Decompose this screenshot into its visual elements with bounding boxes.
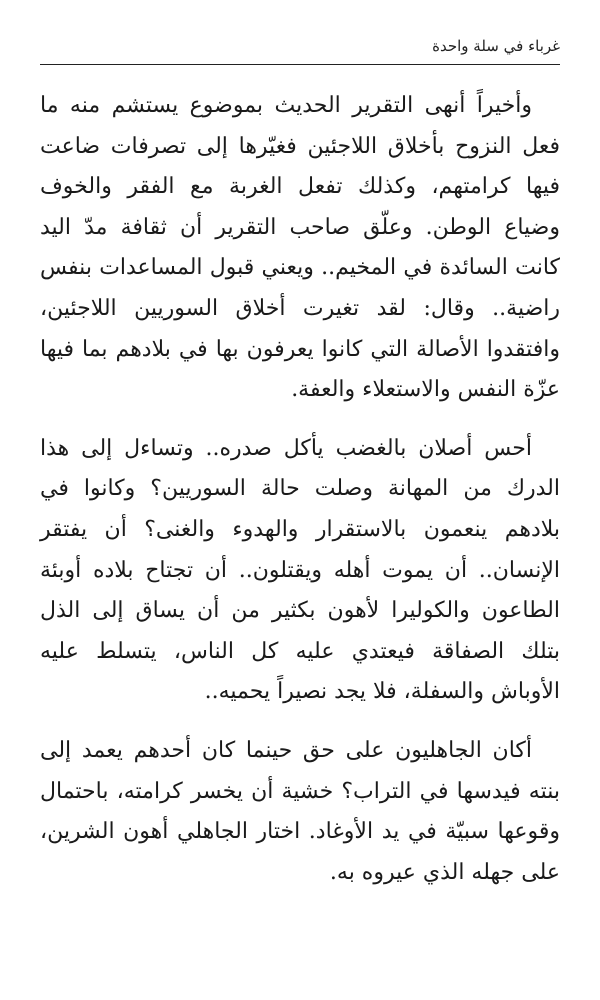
paragraph: وأخيراً أنهى التقرير الحديث بموضوع يستشم منه ما فعل النزوح بأخلاق اللاجئين فغيّرها إلى تصرفات ضاعت فيها كرامتهم، وكذلك تفعل الغربة مع الفقر والخوف وضياع الوطن. وعلّق صاحب التقرير أن ثقافة مدّ اليد كانت السائدة في المخيم.. ويعني قبول المساعدات بنفس راضية.. وقال: لقد تغيرت أخلاق السوريين اللاجئين، وافتقدوا الأصالة التي كانوا يعرفون بها في بلادهم بما فيها عزّة النفس والاستعلاء والعفة. (40, 93, 560, 403)
body-text (40, 86, 560, 893)
paragraph: أكان الجاهليون على حق حينما كان أحدهم يعمد إلى بنته فيدسها في التراب؟ خشية أن يخسر كرامته، باحتمال وقوعها سبيّة في يد الأوغاد. اختار الجاهلي أهون الشرين، على جهله الذي عيروه به. (40, 737, 560, 885)
running-header: غرباء في سلة واحدة (432, 37, 560, 55)
header-divider (40, 64, 560, 65)
paragraph: أحس أصلان بالغضب يأكل صدره.. وتساءل إلى هذا الدرك من المهانة وصلت حالة السوريين؟ وكانوا في بلادهم ينعمون بالاستقرار والهدوء والغنى؟ أن يفتقر الإنسان.. أن يموت أهله ويقتلون.. أن تجتاح بلاده أوبئة الطاعون والكوليرا لأهون بكثير من أن يساق إلى الذل بتلك الصفاقة فيعتدي عليه كل الناس، يتسلط عليه الأوباش والسفلة، فلا يجد نصيراً يحميه.. (40, 435, 560, 705)
